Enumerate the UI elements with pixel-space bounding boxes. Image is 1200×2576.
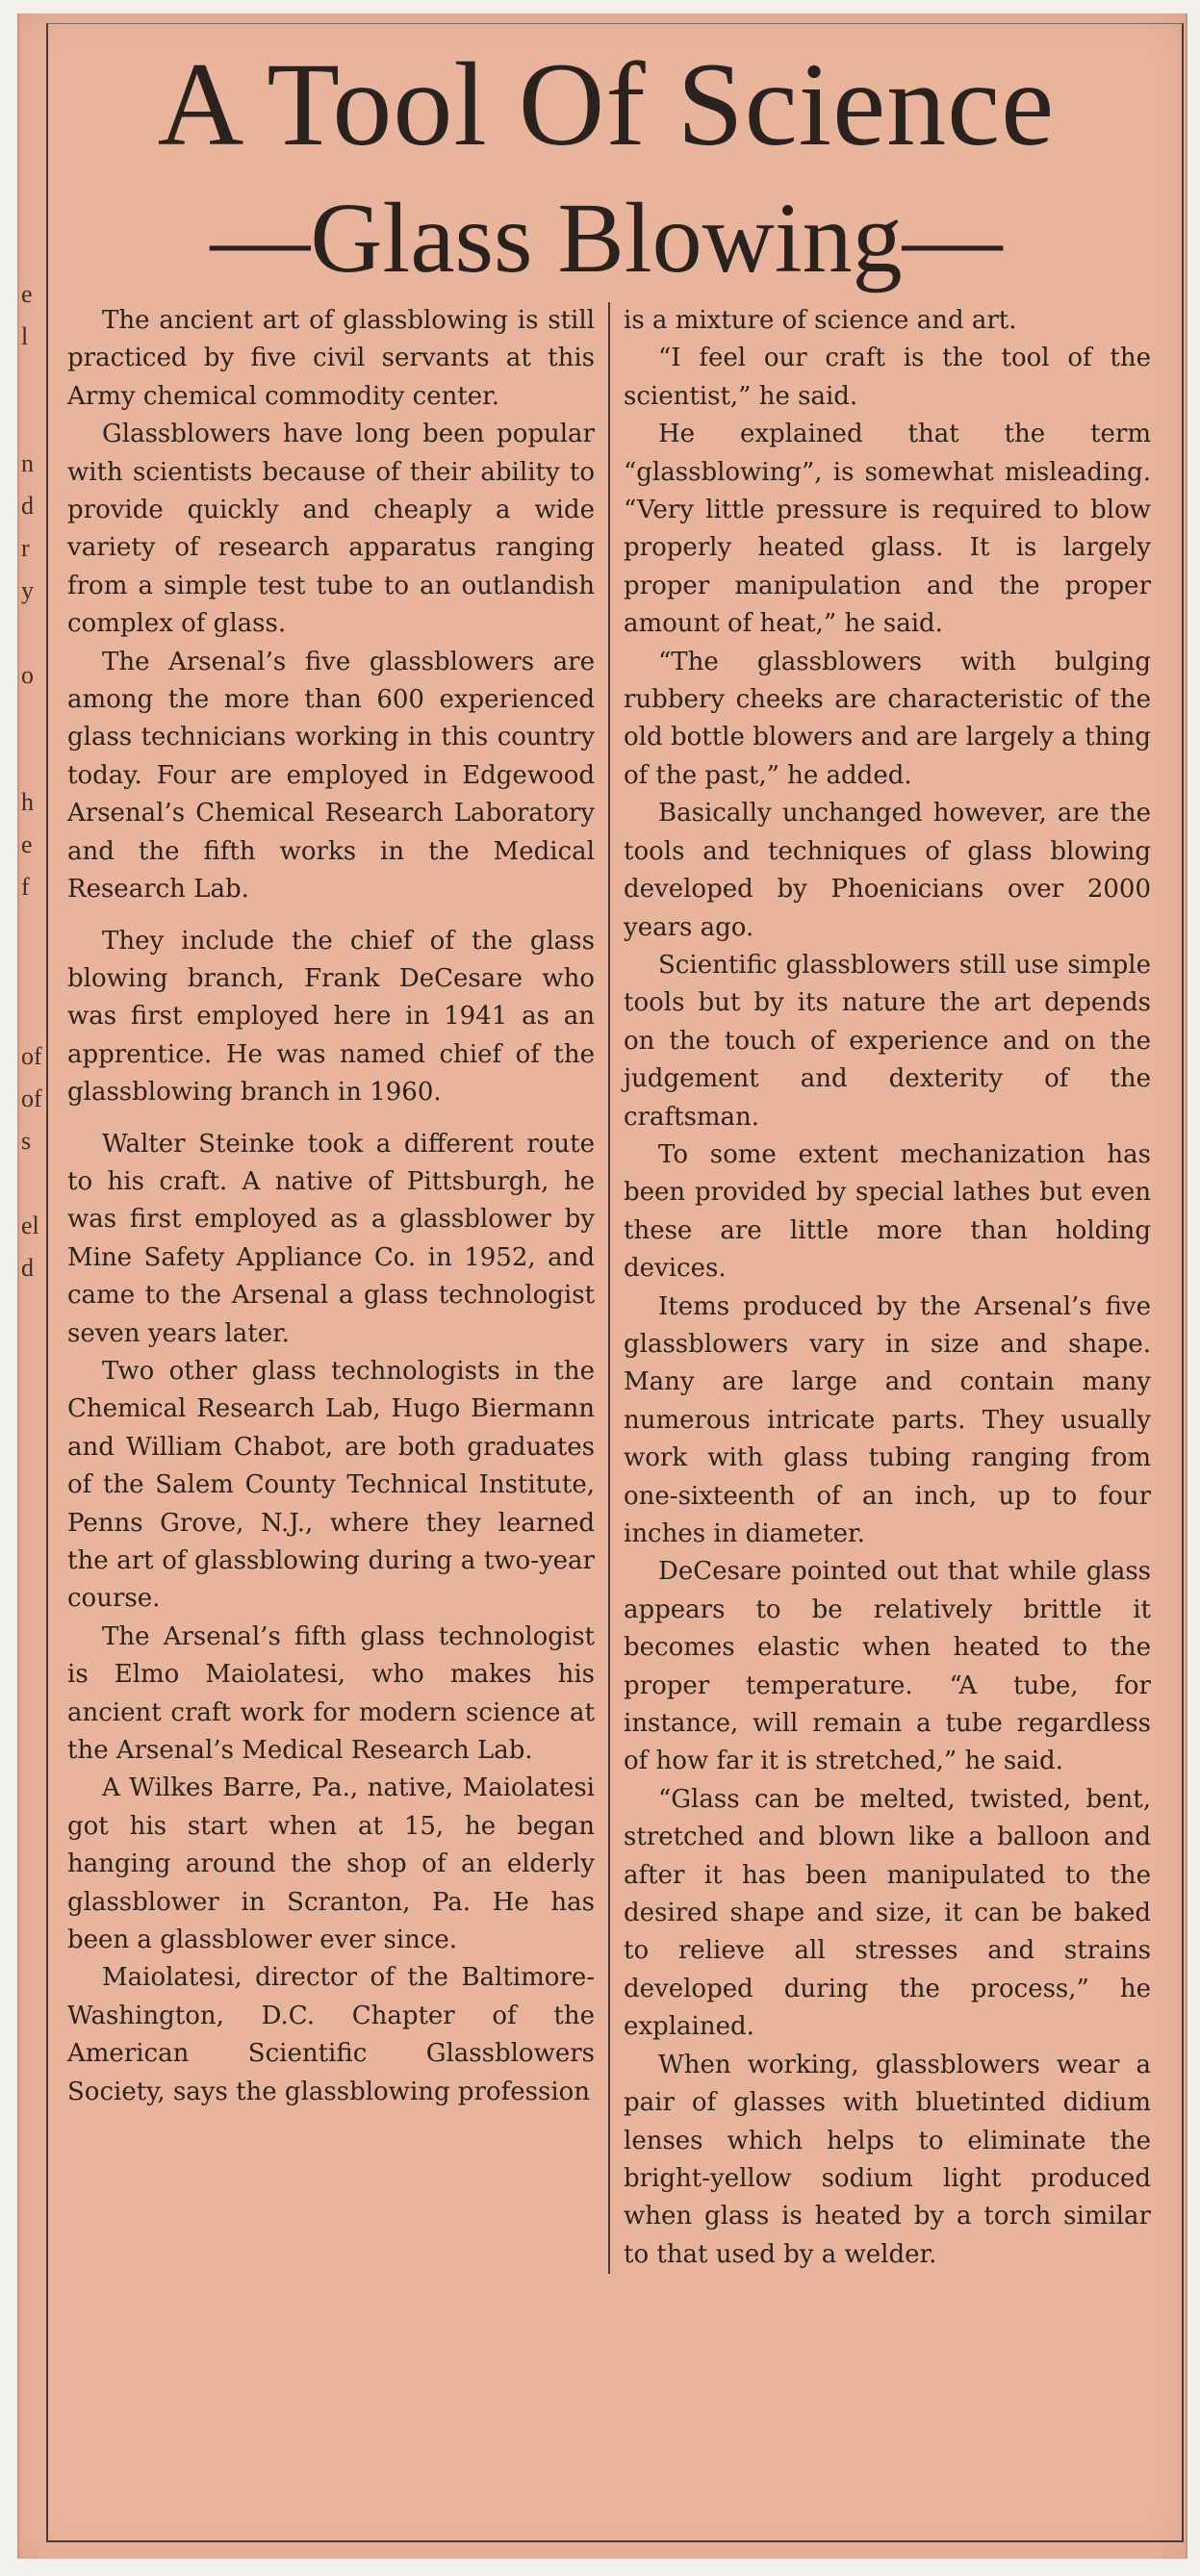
edge-fragment xyxy=(21,612,44,654)
headline-line-2: —Glass Blowing— xyxy=(210,183,1003,293)
edge-fragment: d xyxy=(21,492,34,520)
paragraph: The Arsenal’s five glassblowers are among the more than 600 experienced glass technicians working in this country today. Four are employed in Edgewood Arsenal’s Chemical Research Laboratory and the fifth works in the Medical Research Lab. xyxy=(67,647,595,905)
paragraph: “The glassblowers with bulging rubbery cheeks are characteristic of the old bottle blowers and are largely a thing of the past,” he added. xyxy=(624,647,1151,790)
edge-fragment xyxy=(21,1162,44,1205)
edge-fragment: of xyxy=(21,1042,42,1070)
edge-fragment: f xyxy=(21,873,30,901)
newspaper-clipping xyxy=(17,13,1187,2559)
paragraph: Items produced by the Arsenal’s five glassblowers vary in size and shape. Many are large and contain many numerous intricate parts. They usually work with glass tubing ranging from one-sixteenth of an inch, up to four inches in diameter. xyxy=(624,1291,1151,1548)
headline-line-1: A Tool Of Science xyxy=(157,38,1056,170)
torn-edge-text-fragments xyxy=(21,273,44,1332)
edge-fragment: o xyxy=(21,661,34,689)
edge-fragment: of xyxy=(21,1084,42,1112)
edge-fragment xyxy=(21,951,44,993)
edge-fragment: l xyxy=(21,322,29,350)
edge-fragment xyxy=(21,697,44,739)
left-column xyxy=(54,302,610,2274)
edge-fragment xyxy=(21,993,44,1035)
article-body xyxy=(54,302,1161,2274)
headline xyxy=(58,33,1155,300)
edge-fragment: h xyxy=(21,788,34,816)
paragraph: When working, glassblowers wear a pair of glasses with bluetinted didium lenses which helps to eliminate the bright-yellow sodium light produced when glass is heated by a torch similar to that used by a welder. xyxy=(624,2050,1151,2269)
edge-fragment: s xyxy=(21,1127,32,1155)
edge-fragment: r xyxy=(21,534,30,562)
paragraph: They include the chief of the glass blowing branch, Frank DeCesare who was first employed here in 1941 as an apprentice. He was named chief of the glassblowing branch in 1960. xyxy=(67,926,595,1108)
paragraph: The ancient art of glassblowing is still practiced by five civil servants at this Army chemical commodity center. xyxy=(67,306,595,411)
edge-fragment: y xyxy=(21,576,34,604)
paragraph: He explained that the term “glassblowing”, is somewhat misleading. “Very little pressure is required to blow properly heated glass. It is largely proper manipulation and the proper amount of heat,” he said. xyxy=(624,420,1151,639)
paragraph: A Wilkes Barre, Pa., native, Maiolatesi got his start when at 15, he began hanging around the shop of an elderly glassblower in Scranton, Pa. He has been a glassblower ever since. xyxy=(67,1773,595,1955)
paragraph: To some extent mechanization has been provided by special lathes but even these are little more than holding devices. xyxy=(624,1139,1151,1284)
paragraph: The Arsenal’s fifth glass technologist is Elmo Maiolatesi, who makes his ancient craft work for modern science at the Arsenal’s Medical Research Lab. xyxy=(67,1621,595,1766)
paragraph: Maiolatesi, director of the Baltimore-Washington, D.C. Chapter of the American Scientific Glassblowers Society, says the glassblowing profession xyxy=(67,1963,595,2106)
paragraph: Basically unchanged however, are the tools and techniques of glass blowing developed by Phoenicians over 2000 years ago. xyxy=(624,799,1151,942)
edge-fragment: el xyxy=(21,1211,39,1239)
paragraph: Walter Steinke took a different route to his craft. A native of Pittsburgh, he was first employed as a glassblower by Mine Safety Appliance Co. in 1952, and came to the Arsenal a glass technologist seven years later. xyxy=(67,1129,595,1348)
edge-fragment: e xyxy=(21,280,33,308)
paragraph: “I feel our craft is the tool of the scientist,” he said. xyxy=(624,344,1151,411)
paragraph: DeCesare pointed out that while glass appears to be relatively brittle it becomes elastic when heated to the proper temperature. “A tube, for instance, will remain a tube regardless of how far it is stretched,” he said. xyxy=(624,1557,1151,1776)
edge-fragment xyxy=(21,908,44,951)
paragraph-continued: is a mixture of science and art. xyxy=(624,306,1017,335)
edge-fragment: n xyxy=(21,449,34,477)
edge-fragment xyxy=(21,1289,44,1332)
edge-fragment: e xyxy=(21,830,33,858)
paragraph: “Glass can be melted, twisted, bent, stretched and blown like a balloon and after it has been manipulated to the desired shape and size, it can be baked to relieve all stresses and strains developed during the process,” he explained. xyxy=(624,1784,1151,2042)
edge-fragment xyxy=(21,358,44,400)
paragraph: Scientific glassblowers still use simple tools but by its nature the art depends on the touch of experience and on the judgement and dexterity of the craftsman. xyxy=(624,950,1151,1132)
right-column xyxy=(610,302,1161,2274)
paragraph: Two other glass technologists in the Chemical Research Lab, Hugo Biermann and William Chabot, are both graduates of the Salem County Technical Institute, Penns Grove, N.J., where they learned the art of glassblowing during a two-year course. xyxy=(67,1356,595,1614)
paragraph: Glassblowers have long been popular with scientists because of their ability to provide quickly and cheaply a wide variety of research apparatus ranging from a simple test tube to an outlandish complex of glass. xyxy=(67,420,595,639)
edge-fragment: d xyxy=(21,1254,34,1282)
edge-fragment xyxy=(21,400,44,443)
edge-fragment xyxy=(21,739,44,781)
